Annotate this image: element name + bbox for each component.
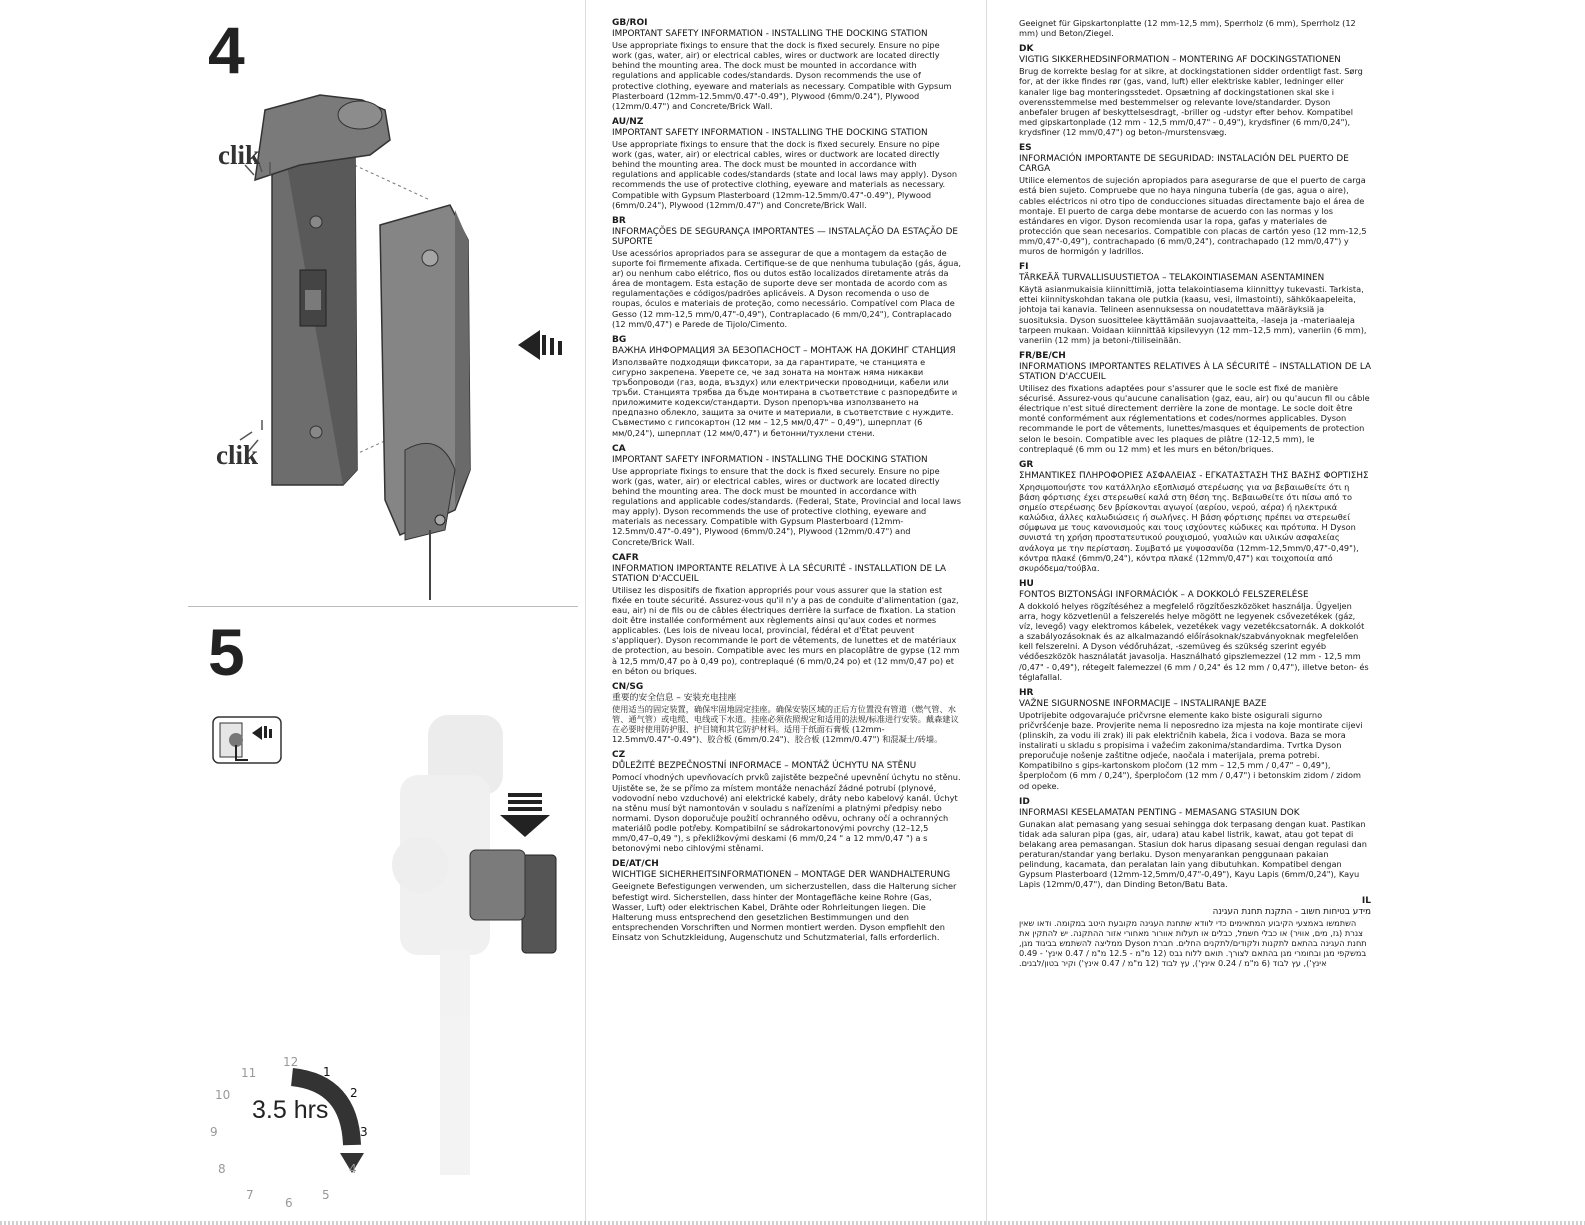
section-de [612,859,962,942]
clock-11: 11 [241,1066,257,1080]
section-body: Χρησιμοποιήστε τον κατάλληλο εξοπλισμό στερέωσης για να βεβαιωθείτε ότι η βάση φόρτισης έχει στερεωθεί καλά στη θέση της. Βεβαιωθείτε ότι πίσω από το σημείο στερέωσης δεν βρίσκονται αγωγοί (αερίου, νερού, αέρα) ή ηλεκτρικά καλώδια, άλλες καλωδιώσεις ή σωλήνες. Η βάση φόρτισης πρέπει να στερεωθεί σύμφωνα με τους κανονισμούς και τους ισχύοντες κώδικες και πρότυπα. Η Dyson συνιστά τη χρήση προστατευτικού ρουχισμού, γυαλιών και υλικών ασφαλείας ανάλογα με την περίσταση. Συμβατό με γυψοσανίδα (12mm-12,5mm/0,47"-0,49"), κόντρα πλακέ (6mm/0,24"), κόντρα πλακέ (12mm/0,47") και τοιχοποιία από σκυρόδεμα/τούβλα. [1019,481,1359,573]
section-fr [1019,351,1371,454]
section-body: Geeignete Befestigungen verwenden, um sicherzustellen, dass die Halterung sicher befestigt wird. Sicherstellen, dass hinter der Montagefläche keine Rohre (Gas, Wasser, Luft) oder elektrischen Kabel, Drähte oder Rohrleitungen liegen. Die Halterung muss entsprechend den gesetzlichen Bestimmungen und den entsprechenden Vorschriften und Normen montiert werden. Dyson empfiehlt den Einsatz von Schutzkleidung, Augenschutz und Schutzmaterial, falls erforderlich. [612,881,957,942]
down-arrow-icon [500,793,550,837]
section-body: השתמשו באמצעי הקיבוע המתאימים כדי לוודא שתחנת העגינה מקובעת היטב במקומה. ודאו שאין צנרת (גז, מים, אוויר) או כבלי חשמל, כבלים או תעלות אוורור מאחורי אזור ההתקנה. יש להתקין את תחנת העגינה בהתאם לתקנות ולקודים/לתקנים החלים. חברת Dyson ממליצה להשתמש בביגוד מגן, במשקפי מגן ובחומרי מגן בהתאם לצורך. תואם ללוח גבס (12 מ"מ - 12.5 מ"מ / 0.47 אינץ' - 0.49 אינץ'), עץ לבוד (6 מ"מ / 0.24 אינץ'), עץ לבוד (12 מ"מ / 0.47 אינץ') וקיר בטון/לבנים. [1019,917,1367,969]
clock-7: 7 [246,1188,254,1202]
section-body: Upotrijebite odgovarajuće pričvrsne elemente kako biste osigurali sigurno pričvršćenje baze. Provjerite nema li neposredno iza mjesta na koje montirate cijevi (plinskih, za vodu ili zrak) ili pak električnih kabela, žica i vodova. Baza se mora instalirati u skladu s propisima i važećim zakonima/standardima. Tvrtka Dyson preporučuje nošenje zaštitne odjeće, naočala i materijala, prema potrebi. Kompatibilno s gips-kartonskom pločom (12 mm – 12,5 mm / 0,47" – 0,49"), šperpločom (6 mm / 0,24"), šperpločom (12 mm / 0,47") i betonskim zidom / zidom od opeke. [1019,709,1363,791]
region-code: HU [1019,578,1034,589]
section-title: WICHTIGE SICHERHEITSINFORMATIONEN – MONTAGE DER WANDHALTERUNG [612,870,951,881]
section-body: Pomocí vhodných upevňovacích prvků zajistěte bezpečné upevnění úchytu no stěnu. Ujistěte se, že se přímo za místem montáže nenachází žádné potrubí (plynové, vodovodní nebo vzduchové) ani elektrické kabely, dráty nebo kabelový kanál. Úchyt na stěnu musí být namontován v souladu s nařízeními a platnými předpisy nebo normami. Dyson doporučuje použití ochranného oděvu, ochrany očí a ochranných materiálů podle potřeby. Kompatibilní se sádrokartonovými povrchy (12–12,5 mm/0,47–0,49 "), s překližkovými deskami (6 mm/0,24 " a 12 mm/0,47 ") a s betonovými nebo cihlovými stěnami. [612,772,961,854]
section-body: Use appropriate fixings to ensure that the dock is fixed securely. Ensure no pipe work (gas, water, air) or electrical cables, wires or ductwork are located directly behind the mounting area. The dock must be mounted in accordance with regulations and applicable codes/standards (state and local laws may apply). Dyson recommends the use of protective clothing, eyeware and materials as necessary. Compatible with Gypsum Plasterboard (12mm-12.5mm/0.47"-0.49"), Plywood (6mm/0.24"), Plywood (12mm/0.47") and Concrete/Brick Wall. [612,139,958,210]
clock-8: 8 [218,1162,226,1176]
clock-9: 9 [210,1125,218,1139]
wall-socket-icon [213,717,281,763]
section-body: A dokkoló helyes rögzítéséhez a megfelelő rögzítőeszközöket használja. Ügyeljen arra, hogy közvetlenül a felszerelés helye mögött ne legyenek csővezetékek (gáz, víz, levegő) vagy elektromos kábelek, vezetékek vagy vezetékcsatornák. A dokkolót a szabályozásoknak és az alkalmazandó előírásoknak/szabványoknak megfelelően kell felszerelni. A Dyson védőruházat, -szemüveg és szükség szerint egyéb védőeszközök használatát javasolja. Használható gipszlemezzel (12 mm - 12,5 mm /0,47" - 0,49"), rétegelt falemezzel (6 mm / 0,24" és 12 mm / 0,47"), illetve beton- és téglafallal. [1019,600,1369,682]
section-body: Utilisez des fixations adaptées pour s'assurer que le socle est fixé de manière sécurisé. Assurez-vous qu'aucune canalisation (gaz, eau, air) ou qu'aucun fil ou câble électrique n'est situé directement derrière la zone de montage. Le socle doit être monté conformément aux réglementations et codes/normes applicables. Dyson recommande le port de vêtements, lunettes/masques et équipements de protection selon le besoin. Compatible avec les plaques de plâtre (12-12,5 mm), le contreplaqué (6 mm ou 12 mm) et les murs en béton/briques. [1019,383,1370,454]
step-5-number: 5 [208,615,245,689]
section-body: Geeignet für Gipskartonplatte (12 mm-12,5 mm), Sperrholz (6 mm), Sperrholz (12 mm) und Beton/Ziegel. [1019,18,1356,39]
charge-time-label: 3.5 hrs [252,1096,329,1124]
section-body: Utilisez les dispositifs de fixation appropriés pour vous assurer que la station est fixée en toute sécurité. Assurez-vous qu'il n'y a pas de conduite d'alimentation (gaz, eau, air) ni de fils ou de câbles électriques derrière la surface de fixation. La station doit être installée conformément aux règlements ainsi qu'aux codes et normes applicables. (Les lois de niveau local, provincial, fédéral et d'État peuvent s'appliquer). Dyson recommande le port de vêtements, de lunettes et de matériaux de protection, au besoin. Compatible avec les murs en placoplâtre de gypse (12 mm à 12,5 mm/0,47 po à 0,49 po), contreplaqué (6 mm/0,24 po) et (12 mm/0,47 po) et en béton ou briques. [612,584,960,676]
column-divider [986,0,987,1225]
section-title: 重要的安全信息 – 安装充电挂座 [612,692,737,703]
section-title: DŮLEŽITÉ BEZPEČNOSTNÍ INFORMACE – MONTÁŽ ÚCHYTU NA STĚNU [612,761,917,772]
section-gb [612,18,962,111]
region-code: IL [1361,895,1371,906]
region-code: BG [612,334,627,345]
push-arrow-icon [518,330,562,360]
section-body: Use acessórios apropriados para se assegurar de que a montagem da estação de suporte foi firmemente afixada. Certifique-se de que nenhuma tubulação (gás, água, ar) ou nenhum cabo elétrico, fios ou dutos estão localizados diretamente atrás da área de montagem. Esta estação de suporte deve ser montada de acordo com as regulamentações e códigos/padrões aplicáveis. A Dyson recomenda o uso de roupas, óculos e materiais de proteção, como necessário. Compatível com Placa de Gesso (12 mm-12,5 mm/0,47"-0,49"), Contraplacado (6 mm/0,24"), Contraplacado (12 mm/0,47") e Parede de Tijolo/Cimento. [612,247,961,329]
section-title: ВАЖНА ИНФОРМАЦИЯ ЗА БЕЗОПАСНОСТ – МОНТАЖ НА ДОКИНГ СТАНЦИЯ [612,345,956,356]
section-title: INFORMAÇÕES DE SEGURANÇA IMPORTANTES — INSTALAÇÃO DA ESTAÇÃO DE SUPORTE [612,226,958,247]
section-title: ΣΗΜΑΝΤΙΚΕΣ ΠΛΗΡΟΦΟΡΙΕΣ ΑΣΦΑΛΕΙΑΣ - ΕΓΚΑΤΑΣΤΑΣΗ ΤΗΣ ΒΑΣΗΣ ΦΟΡΤΙΣΗΣ [1019,470,1369,481]
clock-4: 4 [349,1162,357,1176]
clock-1: 1 [323,1065,331,1079]
section-title: VAŽNE SIGURNOSNE INFORMACIJE – INSTALIRANJE BAZE [1019,698,1267,709]
illustration-panel [0,0,580,1225]
wall-plate [272,158,357,485]
text-column-2 [1019,18,1371,974]
section-bg [612,335,962,438]
section-hu [1019,579,1371,682]
section-body: Use appropriate fixings to ensure that the dock is fixed securely. Ensure no pipe work (gas, water, air) or electrical cables, wires or ductwork are located directly behind the mounting area. The dock must be mounted in accordance with regulations and applicable codes/standards. (Federal, State, Provincial and local laws may apply). Dyson recommends the use of protective clothing, eyeware and materials as necessary. Compatible with Gypsum Plasterboard (12mm-12.5mm/0.47"-0.49"), Plywood (6mm/0.24"), Plywood (12mm/0.47") and Concrete/Brick Wall. [612,465,961,547]
step-4-number: 4 [208,13,245,87]
region-code: FR/BE/CH [1019,350,1066,361]
region-code: CN/SG [612,681,644,692]
section-de-cont [1019,18,1371,38]
section-title: INFORMASI KESELAMATAN PENTING - MEMASANG STASIUN DOK [1019,807,1300,818]
section-body: Use appropriate fixings to ensure that the dock is fixed securely. Ensure no pipe work (gas, water, air) or electrical cables, wires or ductwork are located directly behind the mounting area. The dock must be mounted in accordance with regulations and applicable codes/standards. Dyson recommends the use of protective clothing, eyeware and materials as necessary. Compatible with Gypsum Plasterboard (12mm-12.5mm/0.47"-0.49"), Plywood (6mm/0.24"), Plywood (12mm/0.47") and Concrete/Brick Wall. [612,40,952,111]
text-column-1 [612,18,962,948]
clock-5: 5 [322,1188,330,1202]
section-gr [1019,460,1371,573]
section-title: INFORMACIÓN IMPORTANTE DE SEGURIDAD: INSTALACIÓN DEL PUERTO DE CARGA [1019,154,1349,175]
clock-2: 2 [350,1086,358,1100]
region-code: ES [1019,143,1032,154]
section-cafr [612,553,962,676]
section-cn [612,682,962,745]
clock-6: 6 [285,1196,293,1210]
section-body: Utilice elementos de sujeción apropiados para asegurarse de que el puerto de carga está bien sujeto. Compruebe que no haya ninguna tubería (de gas, agua o aire), cables eléctricos ni otro tipo de conducciones situadas directamente bajo el área de montaje. El puerto de carga debe montarse de acuerdo con las normas y los estándares en vigor. Dyson recomienda usar la ropa, gafas y materiales de protección que sean necesarios. Compatible con placas de cartón yeso (12 mm-12,5 mm/0,47"-0,49"), contrachapado (6 mm/0,24"), contrachapado (12 mm/0,47") y muros de hormigón y ladrillos. [1019,175,1367,256]
vacuum-on-dock-illustration [0,605,580,1225]
region-code: FI [1019,262,1029,273]
section-body: Използвайте подходящи фиксатори, за да гарантирате, че станцията е сигурно закрепена. Уверете се, че зад зоната на монтаж няма никакви тръбопроводи (газ, вода, въздух) или електрически проводници, кабели или тръби. Станцията трябва да бъде монтирана в съответствие с разпоредбите и приложимите кодекси/стандарти. Dyson препоръчва използването на предпазно облекло, защита за очите и материали, в съответствие с нуждите. Съвместимо с гипсокартон (12 мм – 12,5 мм/0,47" – 0,49"), шперплат (6 мм/0,24"), шперплат (12 мм/0,47") и бетонни/тухлени стени. [612,356,958,438]
section-title: FONTOS BIZTONSÁGI INFORMÁCIÓK – A DOKKOLÓ FELSZERELÉSE [1019,589,1309,600]
section-fi [1019,262,1371,345]
section-dk [1019,44,1371,137]
section-body: Käytä asianmukaisia kiinnittimiä, jotta telakointiasema kiinnittyy tukevasti. Tarkista, ettei kiinnityskohdan takana ole putkia (kaasu, vesi, ilmastointi), sähkökaapeleita, johtoja tai kanavia. Telineen asennuksessa on noudatettava määräyksiä ja suosituksia. Dyson suosittelee käyttämään suojavaatteita, -laseja ja -materiaaleja tarpeen mukaan. Voidaan kiinnittää kipsilevyyn (12 mm–12,5 mm), vaneriin (6 mm), vaneriin (12 mm) ja betoni-/tiiliseinään. [1019,284,1367,345]
clock-3: 3 [360,1125,368,1139]
clock-12: 12 [283,1055,299,1069]
section-title: מידע בטיחות חשוב - התקנת תחנת העגינה [1212,906,1371,917]
section-title: IMPORTANT SAFETY INFORMATION - INSTALLING THE DOCKING STATION [612,454,928,465]
docking-station-body [380,205,470,540]
section-body: Gunakan alat pemasang yang sesuai sehingga dok terpasang dengan kuat. Pastikan tidak ada saluran pipa (gas, air, udara) atau kabel listrik, kawat, atau got tepat di belakang area pemasangan. Stasiun dok harus dipasang sesuai dengan regulasi dan peraturan/standar yang berlaku. Dyson menyarankan penggunaan pakaian pelindung, kacamata, dan peralatan lain yang dibutuhkan. Kompatibel dengan Gypsum Plasterboard (12mm-12,5mm/0,47"-0,49"), Kayu Lapis (6mm/0,24"), Kayu Lapis (12mm/0,47"), dan Dinding Beton/Batu Bata. [1019,818,1367,890]
section-il [1019,896,1371,969]
clock-10: 10 [215,1088,231,1102]
section-title: IMPORTANT SAFETY INFORMATION - INSTALLING THE DOCKING STATION [612,127,928,138]
region-code: BR [612,215,626,226]
section-title: INFORMATIONS IMPORTANTES RELATIVES À LA SÉCURITÉ – INSTALLATION DE LA STATION D'ACCUEIL [1019,361,1371,382]
section-body: 使用适当的固定装置，确保牢固地固定挂座。确保安装区域的正后方位置没有管道（燃气管、水管、通气管）或电缆、电线或下水道。挂座必须依照规定和适用的法规/标准进行安装。戴森建议在必要时使用防护服、护目镜和其它防护材料。适用于纸面石膏板 (12mm-12.5mm/0.47"-0.49")、胶合板 (6mm/0.24")、胶合板 (12mm/0.47") 和混凝土/砖墙。 [612,703,959,745]
region-code: DK [1019,44,1034,55]
section-ca [612,444,962,547]
click-sound-label-top: clik [218,140,261,170]
section-id [1019,797,1371,890]
section-es [1019,143,1371,256]
section-title: VIGTIG SIKKERHEDSINFORMATION – MONTERING AF DOCKINGSTATIONEN [1019,55,1341,66]
section-title: TÄRKEÄÄ TURVALLISUUSTIETOA – TELAKOINTIASEMAN ASENTAMINEN [1019,273,1325,284]
section-title: INFORMATION IMPORTANTE RELATIVE À LA SÉCURITÉ - INSTALLATION DE LA STATION D'ACCUEIL [612,563,946,584]
section-br [612,216,962,329]
section-cz [612,750,962,853]
click-sound-label-bottom: clik [216,440,259,470]
dock-mounting-illustration [0,0,580,600]
page-edge [0,1221,1585,1225]
region-code: CAFR [612,552,639,563]
region-code: ID [1019,796,1030,807]
section-title: IMPORTANT SAFETY INFORMATION - INSTALLING THE DOCKING STATION [612,29,928,40]
vacuum-cleaner-silhouette [392,715,503,1175]
region-code: CZ [612,750,626,761]
section-au [612,117,962,210]
region-code: AU/NZ [612,116,644,127]
region-code: GR [1019,459,1034,470]
section-hr [1019,688,1371,791]
column-divider [585,0,586,1225]
region-code: HR [1019,687,1034,698]
region-code: DE/AT/CH [612,859,659,870]
region-code: CA [612,443,626,454]
region-code: GB/ROI [612,18,648,28]
section-body: Brug de korrekte beslag for at sikre, at dockingstationen sidder ordentligt fast. Sørg for, at der ikke findes rør (gas, vand, luft) eller elektriske kabler, ledninger eller kanaler lige bag monteringsstedet. Opsætning af dockingstationen skal ske i overensstemmelse med bestemmelser og relevante love/standarder. Dyson anbefaler brugen af beskyttelsesdragt, -briller og -udstyr efter behov. Kompatibel med gipskartonplade (12 mm - 12,5 mm/0,47" - 0,49"), krydsfiner (6 mm/0,24"), krydsfiner (12 mm/0,47") og beton-/murstensvæg. [1019,66,1363,137]
